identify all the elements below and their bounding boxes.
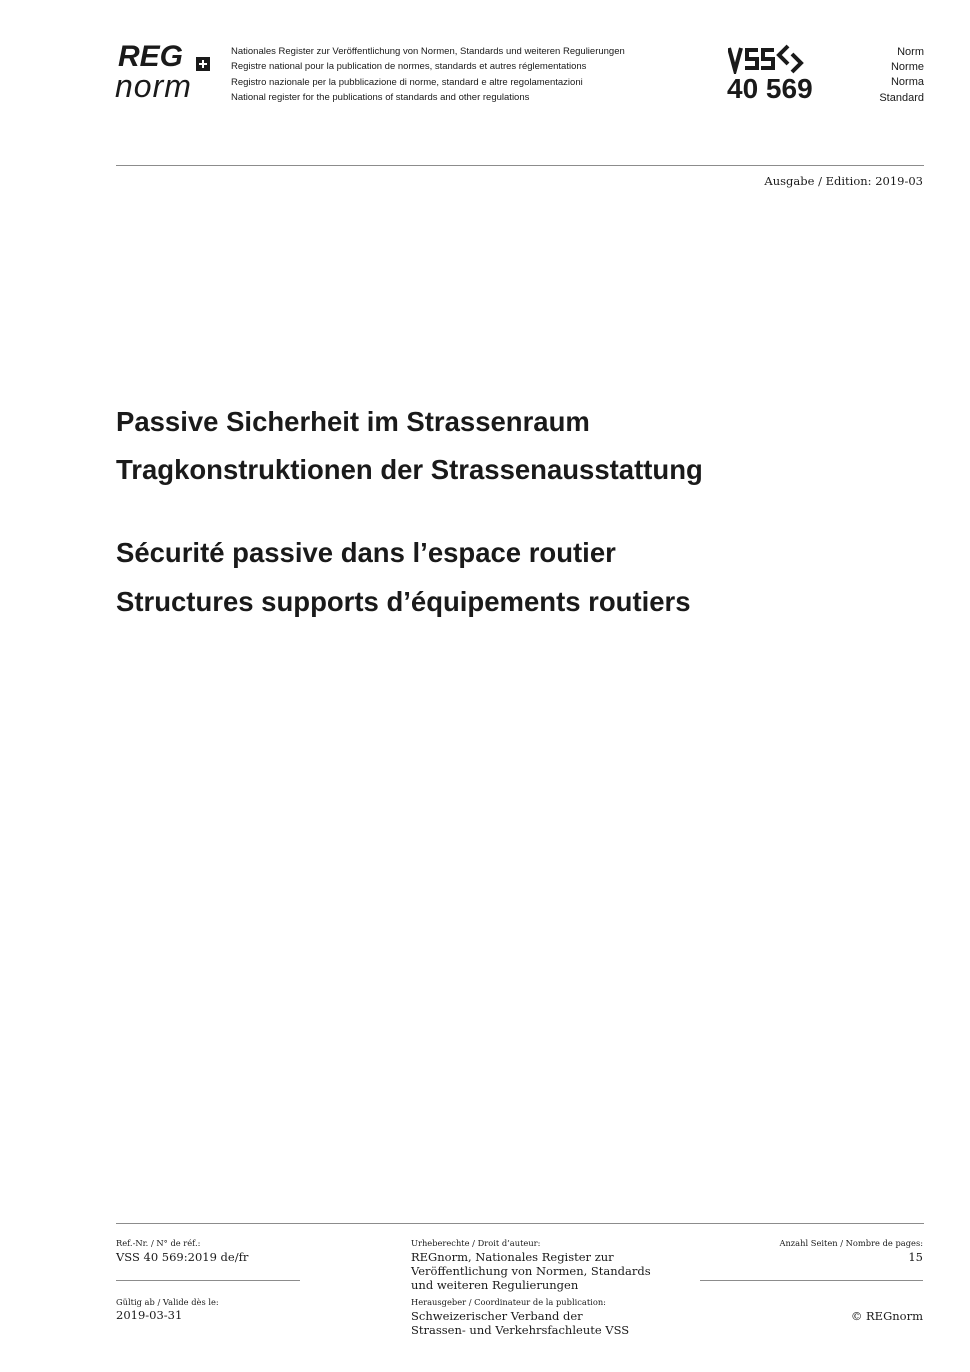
- regnorm-logo-reg: REG: [118, 40, 184, 73]
- ref-divider: [116, 1280, 300, 1281]
- copyright-notice: © REGnorm: [850, 1309, 923, 1323]
- valid-value: 2019-03-31: [116, 1308, 183, 1322]
- publisher-label: Herausgeber / Coordinateur de la publication:: [411, 1297, 606, 1307]
- doc-type-de: Norm: [897, 46, 924, 58]
- document-type: [879, 45, 924, 106]
- ref-value: VSS 40 569:2019 de/fr: [116, 1250, 249, 1264]
- header-divider: [116, 165, 924, 166]
- doc-type-en: Standard: [879, 91, 924, 104]
- register-line-it: Registro nazionale per la pubblicazione di norme, standard e altre regolamentazioni: [231, 76, 583, 88]
- register-line-en: National register for the publications of standards and other regulations: [231, 91, 530, 103]
- valid-label: Gültig ab / Valide dès le:: [116, 1297, 219, 1307]
- title-fr-line1: Sécurité passive dans l’espace routier: [116, 537, 616, 568]
- register-description: [231, 44, 625, 105]
- copyright-label: Urheberechte / Droit d’auteur:: [411, 1238, 541, 1248]
- copyright-line-3: und weiteren Regulierungen: [411, 1278, 579, 1292]
- title-de-line1: Passive Sicherheit im Strassenraum: [116, 406, 590, 437]
- doc-type-fr: Norme: [890, 61, 924, 74]
- standard-number: 40 569: [727, 73, 813, 104]
- register-line-fr: Registre national pour la publication de normes, standards et autres réglementations: [231, 61, 587, 73]
- pages-value: 15: [908, 1250, 923, 1264]
- vss-logo-icon: [728, 44, 808, 74]
- register-line-de: Nationales Register zur Veröffentlichung von Normen, Standards und weiteren Regulierungen: [231, 46, 625, 57]
- publisher-line-2: Strassen- und Verkehrsfachleute VSS: [411, 1323, 630, 1337]
- title-fr-line2: Structures supports d’équipements routiers: [116, 586, 691, 617]
- title-de-line2: Tragkonstruktionen der Strassenausstattung: [116, 454, 703, 485]
- copyright-line-1: REGnorm, Nationales Register zur: [411, 1250, 614, 1264]
- footer-divider: [116, 1223, 924, 1224]
- ref-label: Ref.-Nr. / N° de réf.:: [116, 1238, 201, 1248]
- pages-label: Anzahl Seiten / Nombre de pages:: [779, 1238, 923, 1248]
- pages-divider: [700, 1280, 923, 1281]
- doc-type-it: Norma: [890, 76, 924, 89]
- copyright-line-2: Veröffentlichung von Normen, Standards: [411, 1264, 651, 1278]
- swiss-cross-icon: [196, 57, 210, 71]
- edition: Ausgabe / Edition: 2019-03: [764, 174, 923, 188]
- regnorm-logo-norm: norm: [115, 68, 192, 104]
- publisher-line-1: Schweizerischer Verband der: [411, 1309, 583, 1323]
